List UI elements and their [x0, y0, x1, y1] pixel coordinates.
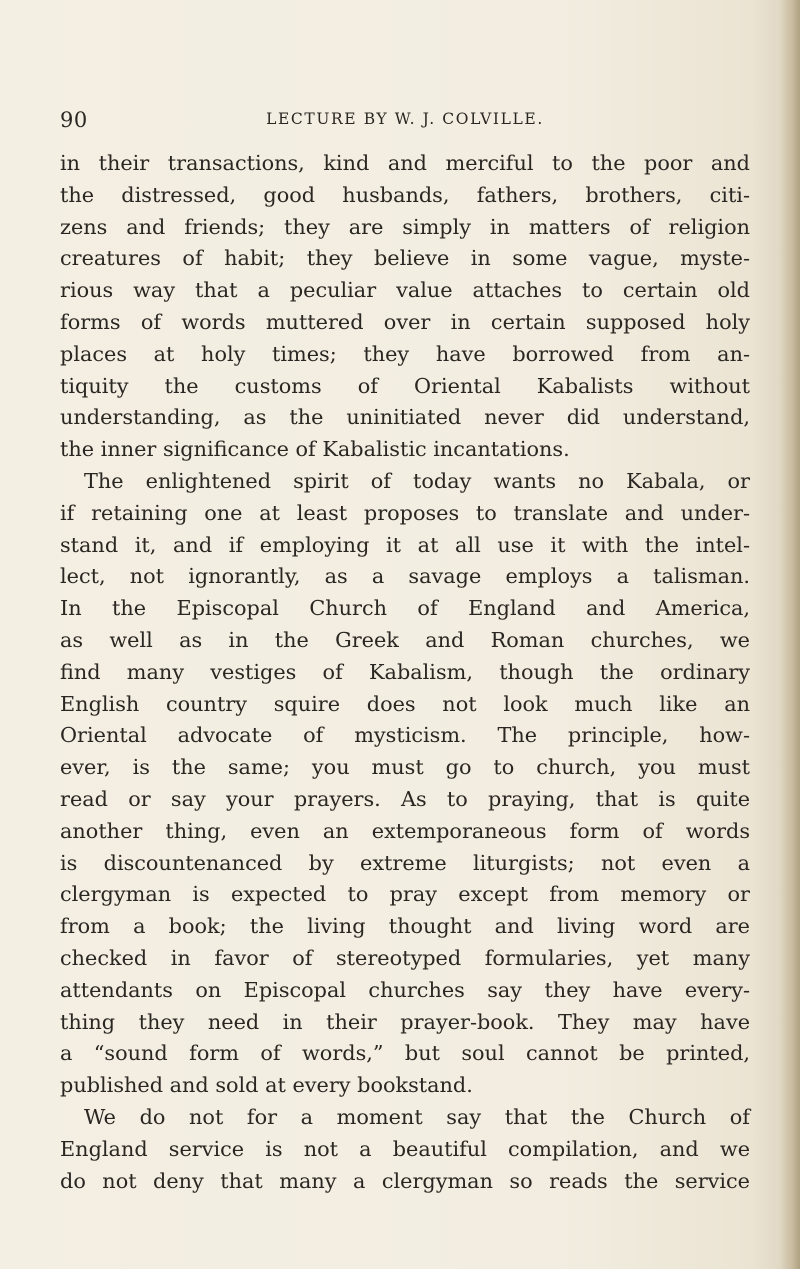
text-line: from a book; the living thought and living word are [60, 914, 750, 939]
text-line: if retaining one at least proposes to translate and under- [60, 500, 750, 525]
page-number: 90 [60, 108, 88, 132]
text-line: creatures of habit; they believe in some vague, myste- [60, 246, 750, 271]
page-edge-shadow [780, 0, 800, 1269]
text-line: stand it, and if employing it at all use it with the intel- [60, 532, 750, 557]
text-line: do not deny that many a clergyman so reads the service [60, 1168, 750, 1193]
text-line: places at holy times; they have borrowed from an- [60, 341, 750, 366]
text-line: clergyman is expected to pray except from memory or [60, 882, 750, 907]
text-line: In the Episcopal Church of England and America, [60, 596, 750, 621]
text-line: is discountenanced by extreme liturgists; not even a [60, 850, 750, 875]
text-line: understanding, as the uninitiated never did understand, [60, 405, 750, 430]
text-line: attendants on Episcopal churches say they have every- [60, 977, 750, 1002]
text-line: read or say your prayers. As to praying, that is quite [60, 786, 750, 811]
text-line: rious way that a peculiar value attaches to certain old [60, 278, 750, 303]
text-line: England service is not a beautiful compilation, and we [60, 1136, 750, 1161]
text-line: tiquity the customs of Oriental Kabalists without [60, 373, 750, 398]
text-line: as well as in the Greek and Roman churches, we [60, 627, 750, 652]
text-line: checked in favor of stereotyped formularies, yet many [60, 945, 750, 970]
text-line-paragraph-start: We do not for a moment say that the Church of [84, 1104, 750, 1129]
text-line: Oriental advocate of mysticism. The principle, how- [60, 723, 750, 748]
running-head: LECTURE BY W. J. COLVILLE. [266, 110, 544, 128]
body-text [60, 148, 750, 1197]
text-line: ever, is the same; you must go to church, you must [60, 755, 750, 780]
text-line: thing they need in their prayer-book. They may have [60, 1009, 750, 1034]
text-line: in their transactions, kind and merciful to the poor and [60, 151, 750, 175]
text-line: English country squire does not look much like an [60, 691, 750, 716]
text-line: forms of words muttered over in certain supposed holy [60, 309, 750, 334]
text-line: zens and friends; they are simply in matters of religion [60, 214, 750, 239]
text-line: a “sound form of words,” but soul cannot be printed, [60, 1041, 750, 1066]
text-line-paragraph-end: the inner significance of Kabalistic incantations. [60, 437, 570, 462]
text-line: find many vestiges of Kabalism, though the ordinary [60, 659, 750, 684]
text-line: the distressed, good husbands, fathers, brothers, citi- [60, 182, 750, 207]
text-line: another thing, even an extemporaneous form of words [60, 818, 750, 843]
text-line-paragraph-start: The enlightened spirit of today wants no Kabala, or [84, 468, 750, 493]
text-line-paragraph-end: published and sold at every bookstand. [60, 1073, 473, 1098]
text-line: lect, not ignorantly, as a savage employs a talisman. [60, 564, 750, 589]
page-header [60, 108, 750, 138]
